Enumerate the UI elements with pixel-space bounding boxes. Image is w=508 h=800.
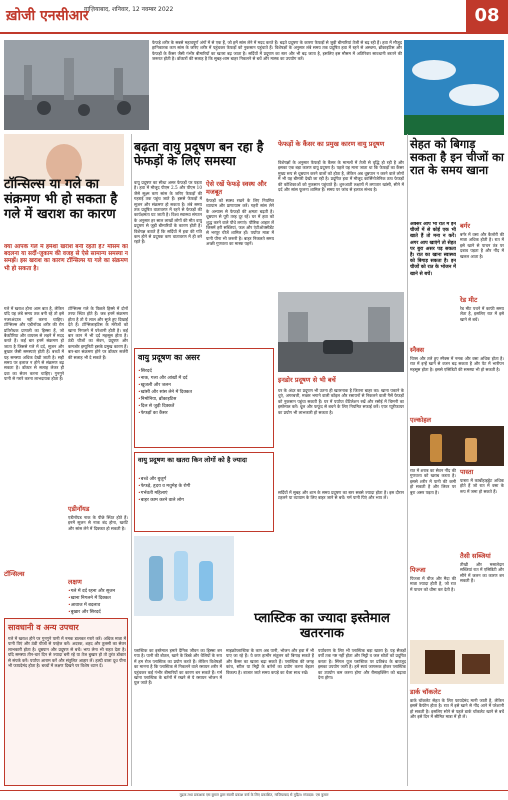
plastic-photo (134, 536, 234, 616)
middle-col-1: विशेषज्ञों के अनुसार फेफड़ों के कैंसर के मामलों में तेजी से वृद्धि हो रही है और इसका एक बड़ा कारण वायु प्रदूषण है। पहले यह माना जाता था कि फेफड़ों का कैंसर मुख्य रूप से धूम्रपान करने वालों को होता है, लेकिन अब धूम्रपान न करने वाले लोगों में भी यह बीमारी देखी जा रही है। प्रदूषित हवा में मौजूद कार्सिनोजेनिक तत्व फेफड़ों की कोशिकाओं को नुकसान पहुंचाते हैं। शुरुआती लक्षणों में लगातार खांसी, सीने में दर्द और सांस फूलना शामिल हैं। समय पर जांच से इलाज संभव है। (278, 160, 404, 193)
list-item: • बुखार और सिरदर्द (68, 609, 128, 616)
imprint-line: मुद्रक तथा प्रकाशक एस कुमार द्वारा स्वामी प्रकाश वर्मा के लिए प्रकाशित, गाजियाबाद से मुद्रित। संपादक: एस कुमार (0, 790, 508, 800)
list-item: • निमोनिया, ब्रोंकाइटिस (138, 396, 270, 403)
pizza-body: पिज्जा में चीज और मैदा की मात्रा ज्यादा होती है, जो रात में पाचन को धीमा कर देती है। (410, 576, 456, 592)
tonsil-body-2: टॉन्सिल्स गले के पिछले हिस्से में दोनों तरफ स्थित होते हैं। जब इनमें संक्रमण होता है तो ये लाल और सूजे हुए दिखाई देते हैं। टॉन्सिलाइटिस के मरीजों को खाना निगलने में परेशानी होती है। कई बार कान में भी दर्द महसूस होता है। ठंडी चीजों का सेवन, प्रदूषण और कमजोर इम्यूनिटी इसके प्रमुख कारण हैं। बार-बार संक्रमण होने पर डॉक्टर सर्जरी की सलाह भी दे सकते हैं। (68, 306, 128, 360)
list-item: • फेफड़ों का कैंसर (138, 410, 270, 417)
risk-groups-title: वायु प्रदूषण का खतरा किन लोगों को है ज्यादा (138, 456, 247, 464)
dateline: ग़ाज़ियाबाद, शनिवार, 12 नवम्बर 2022 (84, 6, 174, 13)
brand-logo: ख़ोजी एनसीआर (6, 8, 89, 24)
masthead (0, 0, 508, 34)
tonsils-subhead: टॉन्सिल्स (4, 570, 25, 578)
middle-col-2: घर के अंदर का प्रदूषण भी उतना ही खतरनाक है जितना बाहर का। खाना पकाने के धुएं, अगरबत्ती, मच्छर भगाने वाली कॉइल और रसायनों से निकलने वाली गैसें फेफड़ों को नुकसान पहुंचा सकती हैं। घर में पर्याप्त वेंटिलेशन रखें और रसोई में चिमनी का इस्तेमाल करें। धूल और फफूंद से बचने के लिए नियमित सफाई करें। एयर प्यूरीफायर का प्रयोग भी लाभकारी हो सकता है। (278, 388, 404, 415)
tonsil-deck: क्या आपके गले में हमेशा खराश बनी रहती है? मौसम का बदलना या सर्दी-जुकाम की वजह से ऐसे सामान्य समस्या न समझें। इस खराश का कारण टॉन्सिल्स या गले का संक्रमण भी हो सकता है। (4, 244, 128, 272)
pollution-effects-title: वायु प्रदूषण का असर (138, 353, 200, 362)
list-item: • खांसी और सांस लेने में दिक्कत (138, 389, 270, 396)
plastic-body-3: पर्यावरण के लिए भी प्लास्टिक बड़ा खतरा है। यह सैकड़ों वर्षों तक नष्ट नहीं होता और मिट्टी व जल स्रोतों को प्रदूषित करता है। सिंगल यूज प्लास्टिक पर प्रतिबंध के बावजूद इसका उपयोग जारी है। हमें स्वयं जागरूक होकर प्लास्टिक का उपयोग कम करना होगा और रीसाइक्लिंग को बढ़ावा देना होगा। (318, 648, 406, 681)
red-meat-subhead: रेड मीट (460, 296, 478, 304)
chocolate-photo (410, 640, 504, 684)
risk-groups-list (138, 476, 270, 504)
street-photo (278, 292, 404, 372)
pasta-body: पास्ता में कार्बोहाइड्रेट अधिक होते हैं जो रात में वसा के रूप में जमा हो सकते हैं। (460, 478, 504, 494)
lung-cancer-subhead: फेफड़ों के कैंसर का प्रमुख कारण वायु प्रदूषण (278, 140, 385, 148)
burger-body: बर्गर में वसा और कैलोरी की मात्रा अधिक होती है। रात में इसे खाने से पाचन तंत्र पर दबाव पड़ता है और नींद में खलल आता है। (460, 232, 504, 259)
list-item: • गले में दर्द रहना और सूजन (68, 588, 128, 595)
column-divider (131, 134, 132, 786)
dark-chocolate-body: डार्क चॉकलेट सेहत के लिए फायदेमंद मानी जाती है, लेकिन इसमें कैफीन होता है। रात में इसे खाने से नींद आने में परेशानी हो सकती है। इसलिए सोने से पहले डार्क चॉकलेट खाने से बचें और इसे दिन में सीमित मात्रा में ही लें। (410, 698, 504, 720)
plastic-headline: प्लास्टिक का ज्यादा इस्तेमाल खतरनाक (254, 611, 390, 641)
list-item: • सिरदर्द (138, 368, 270, 375)
alcohol-photo (410, 426, 504, 466)
top-story-intro: फेफड़े शरीर के सबसे महत्वपूर्ण अंगों में से एक हैं, जो हमें सांस लेने में मदद करते हैं। बढ़ते प्रदूषण के कारण फेफड़ों से जुड़ी बीमारियां तेजी से बढ़ रही हैं। हवा में मौजूद हानिकारक कण सांस के जरिए शरीर में पहुंचकर फेफड़ों को नुकसान पहुंचाते हैं। विशेषज्ञों के अनुसार लंबे समय तक प्रदूषित हवा में रहने से अस्थमा, ब्रोंकाइटिस और फेफड़ों के कैंसर जैसी गंभीर बीमारियों का खतरा बढ़ जाता है। सर्दियों में प्रदूषण का स्तर और भी बढ़ जाता है, इसलिए इस मौसम में अतिरिक्त सावधानी बरतने की जरूरत होती है। डॉक्टरों की सलाह है कि सुबह-शाम बाहर निकलने से बचें और मास्क का उपयोग करें। (152, 40, 402, 62)
winter-caution-body: सर्दियों में सुबह और शाम के समय प्रदूषण का स्तर सबसे ज्यादा होता है। इस दौरान टहलने या व्यायाम के लिए बाहर जाने से बचें। गर्म पानी पिएं और भाप लें। (278, 490, 404, 501)
list-item: • आवाज में बदलाव (68, 602, 128, 609)
tonsil-body-3: एडीनॉयड नाक के पीछे स्थित होते हैं। इनमें सूजन से नाक बंद होना, खर्राटे और सांस लेने में दिक्कत हो सकती है। (68, 515, 128, 531)
pollution-effects-list (138, 368, 270, 417)
precautions-body: गले में खराश होने पर गुनगुने पानी में नमक डालकर गरारे करें। अधिक मात्रा में पानी पिएं और ठंडी चीजों से परहेज करें। अदरक, शहद और तुलसी का सेवन लाभकारी होता है। धूम्रपान और प्रदूषण से बचें। भाप लेना भी राहत देता है। यदि समस्या तीन-चार दिन से ज्यादा बनी रहे या तेज बुखार हो तो तुरंत डॉक्टर से संपर्क करें। पर्याप्त आराम करें और संतुलित आहार लें। हल्दी वाला दूध पीना भी फायदेमंद होता है। बच्चों में लक्षण दिखने पर विशेष ध्यान दें। (8, 636, 126, 669)
alcohol-subhead: एल्कोहल (410, 416, 432, 424)
food-headline: सेहत को बिगाड़ सकता है इन चीजों का रात के समय खाना (410, 137, 504, 178)
list-item: • बाहर काम करने वाले लोग (138, 497, 270, 504)
list-item: • खाना निगलने में दिक्कत (68, 595, 128, 602)
precautions-title: सावधानी व अन्य उपचार (8, 623, 79, 632)
symptoms-list (68, 588, 128, 616)
snacks-subhead: स्नैक्स (410, 346, 424, 354)
plastic-body-2: माइक्रोप्लास्टिक के कण अब पानी, भोजन और हवा में भी पाए जा रहे हैं। ये कण हार्मोन संतुलन को बिगाड़ सकते हैं और कैंसर का खतरा बढ़ा सकते हैं। प्लास्टिक की जगह कांच, स्टील या मिट्टी के बर्तनों का प्रयोग करना बेहतर विकल्प है। बाजार जाते समय कपड़े का थैला साथ रखें। (226, 648, 314, 675)
symptoms-subhead: लक्षण (68, 578, 82, 586)
column-divider (407, 134, 408, 786)
center-col-2: फेफड़ों को स्वस्थ रखने के लिए नियमित व्यायाम और प्राणायाम करें। गहरी सांस लेने के अभ्यास से फेफड़ों की क्षमता बढ़ती है। धूम्रपान से पूरी तरह दूर रहें। घर में हवा को शुद्ध करने वाले पौधे लगाएं। पौष्टिक आहार लें जिसमें हरी सब्जियां, फल और एंटीऑक्सीडेंट से भरपूर चीजें शामिल हों। पर्याप्त मात्रा में पानी पीना भी जरूरी है। बाहर निकलते समय अच्छी गुणवत्ता का मास्क पहनें। (206, 198, 274, 247)
list-item: • गर्भवती महिलाएं (138, 490, 270, 497)
tonsil-body-1: गले में खराश होना आम बात है, लेकिन यदि यह लंबे समय तक बनी रहे तो इसे नजरअंदाज नहीं करना चाहिए। टॉन्सिल्स और एडीनॉयड शरीर की रोग प्रतिरोधक प्रणाली का हिस्सा हैं, जो बैक्टीरिया और वायरस से लड़ने में मदद करते हैं। कई बार इनमें संक्रमण हो जाता है जिससे गले में दर्द, सूजन और बुखार जैसी समस्याएं होती हैं। बच्चों में यह समस्या अधिक देखी जाती है। सही समय पर इलाज न होने से संक्रमण बढ़ सकता है। डॉक्टर से सलाह लेकर ही दवा का सेवन करना चाहिए। गुनगुने पानी से गरारे करना लाभदायक होता है। (4, 306, 64, 382)
tonsil-headline: टॉन्सिल्स या गले का संक्रमण भी हो सकता है गले में खराश का कारण (4, 177, 118, 222)
alcohol-body: रात में शराब का सेवन नींद की गुणवत्ता को खराब करता है। इससे शरीर में पानी की कमी हो सकती है और लिवर पर बुरा असर पड़ता है। (410, 468, 456, 495)
list-item: • फेफड़े, हृदय व मधुमेह के रोगी (138, 483, 270, 490)
spicy-veg-subhead: तैसी सब्जियां (460, 552, 491, 560)
pasta-subhead: पास्ता (460, 468, 474, 476)
list-item: • बच्चे और बुजुर्ग (138, 476, 270, 483)
food-deck: अक्सर आप भी रात में इन चीजों में से कोई एक भी खाते हैं तो मना न करें। अगर आप खाएंगे तो सेहत पर बुरा असर पड़ सकता है। रात का खाना स्वास्थ्य को बिगाड़ सकता है। इन चीजों को रात के भोजन में खाने से बचें। (410, 222, 456, 277)
page-number: 08 (466, 0, 508, 32)
center-col-1: वायु प्रदूषण का सीधा असर फेफड़ों पर पड़ता है। हवा में मौजूद पीएम 2.5 और पीएम 10 जैसे सूक्ष्म कण सांस के जरिए फेफड़ों की गहराई तक पहुंच जाते हैं। इससे फेफड़ों में सूजन और संक्रमण हो सकता है। लंबे समय तक प्रदूषित वातावरण में रहने से फेफड़ों की कार्यक्षमता घट जाती है। विश्व स्वास्थ्य संगठन के अनुसार हर साल लाखों लोगों की मौत वायु प्रदूषण से जुड़ी बीमारियों के कारण होती है। विशेषज्ञ बताते हैं कि सर्दियों में हवा की गति कम होने से प्रदूषक कण वातावरण में ही बने रहते हैं। (134, 180, 202, 245)
burger-subhead: बर्गर (460, 222, 471, 230)
healthy-lungs-subhead: ऐसे रखें फेफड़े स्वस्थ और मजबूत (206, 180, 267, 196)
sky-photo (404, 40, 504, 135)
list-item: • नाक, गला और आंखों में दर्द (138, 375, 270, 382)
smog-photo (4, 40, 149, 130)
list-item: • दिल से जुड़ी दिक्कतें (138, 403, 270, 410)
red-meat-body: रेड मीट पचने में काफी समय लेता है, इसलिए रात में इसे खाने से बचें। (460, 306, 504, 322)
indoor-pollution-subhead: इनडोर प्रदूषण से भी बचें (278, 376, 336, 384)
list-item: • खुजली और जलन (138, 382, 270, 389)
pizza-subhead: पिज्जा (410, 566, 426, 574)
plastic-body-1: प्लास्टिक का इस्तेमाल हमारे दैनिक जीवन का हिस्सा बन गया है। पानी की बोतल, खाने के डिब्बे और थैलियों के रूप में हम रोज प्लास्टिक का प्रयोग करते हैं। लेकिन विशेषज्ञों का मानना है कि प्लास्टिक से निकलने वाले रसायन शरीर में पहुंचकर कई गंभीर बीमारियों का कारण बन सकते हैं। गर्म खाना प्लास्टिक के बर्तनों में रखने से ये रसायन भोजन में घुल जाते हैं। (134, 648, 222, 686)
snacks-body: चिप्स और तले हुए स्नैक्स में नमक और वसा अधिक होता है। रात में इन्हें खाने से वजन बढ़ सकता है और पेट में भारीपन महसूस होता है। इससे एसिडिटी की समस्या भी हो सकती है। (410, 356, 504, 372)
adenoid-subhead: एडीनॉयड (68, 505, 90, 513)
spicy-veg-body: तीखी और मसालेदार सब्जियां रात में एसिडिटी और सीने में जलन का कारण बन सकती हैं। (460, 562, 504, 584)
air-pollution-headline: बढ़ता वायु प्रदूषण बन रहा है फेफड़ों के लिए समस्या (134, 139, 264, 169)
dark-chocolate-subhead: डार्क चॉकलेट (410, 688, 441, 696)
